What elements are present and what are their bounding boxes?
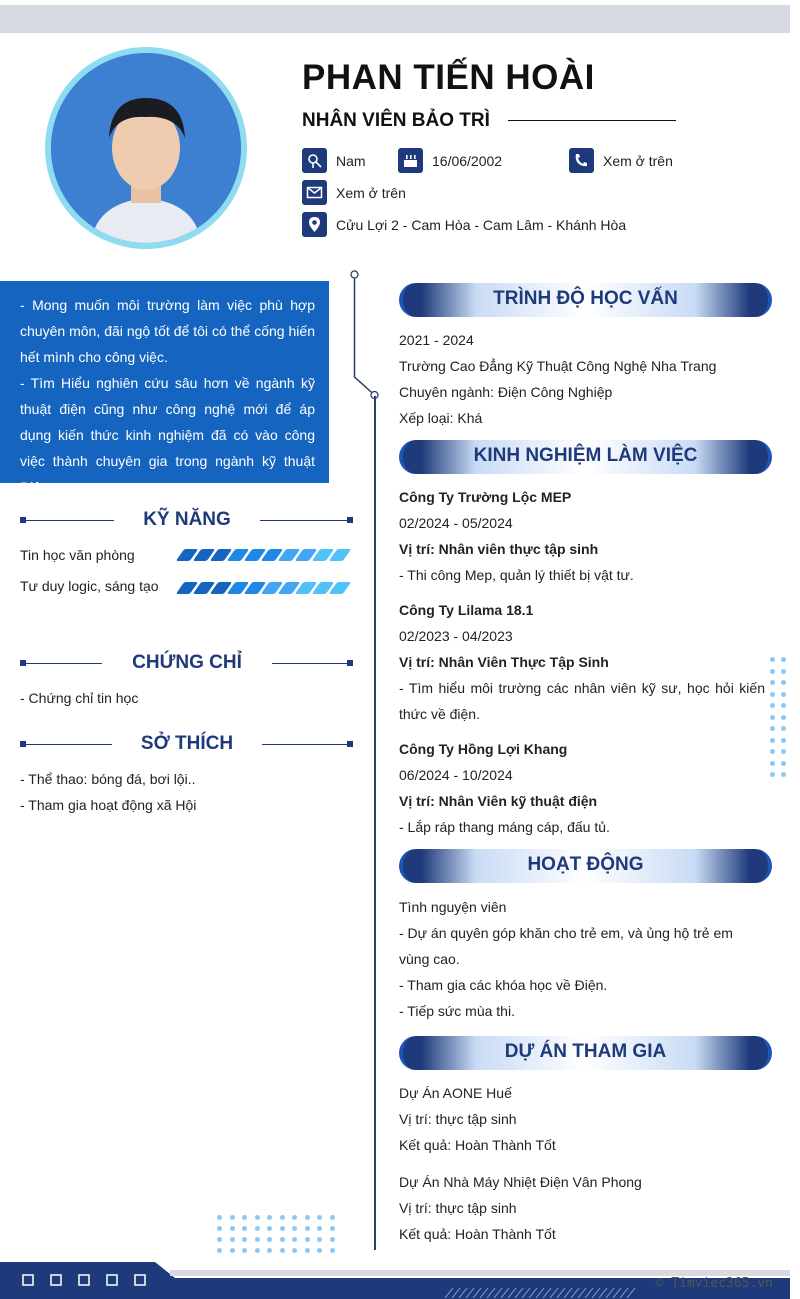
activities-block bbox=[399, 894, 765, 1024]
decor-dot bbox=[770, 703, 775, 708]
section-rule bbox=[260, 520, 350, 521]
decor-dot bbox=[330, 1215, 335, 1220]
decor-dot bbox=[267, 1248, 272, 1253]
hobby-item: - Tham gia hoạt động xã Hội bbox=[20, 797, 197, 813]
skill-level-bar bbox=[180, 549, 347, 561]
section-marker bbox=[347, 660, 353, 666]
project-result: Kết quả: Hoàn Thành Tốt bbox=[399, 1226, 556, 1242]
decor-dot bbox=[770, 669, 775, 674]
decor-dot bbox=[267, 1226, 272, 1231]
decor-dot bbox=[770, 738, 775, 743]
decor-dot bbox=[292, 1215, 297, 1220]
job-position: Vị trí: Nhân Viên Thực Tập Sinh bbox=[399, 654, 609, 670]
section-rule bbox=[24, 520, 114, 521]
decor-dot bbox=[781, 669, 786, 674]
decor-dot bbox=[781, 703, 786, 708]
experience-item bbox=[399, 736, 765, 840]
skill-level-bar bbox=[180, 582, 347, 594]
education-period: 2021 - 2024 bbox=[399, 332, 474, 348]
job-description: - Lắp ráp thang máng cáp, đấu tủ. bbox=[399, 819, 610, 835]
decor-dot bbox=[292, 1237, 297, 1242]
email-row bbox=[302, 180, 406, 205]
decor-dot bbox=[770, 726, 775, 731]
decor-dot bbox=[305, 1226, 310, 1231]
decor-dot bbox=[230, 1226, 235, 1231]
project-role: Vị trí: thực tập sinh bbox=[399, 1111, 517, 1127]
avatar-photo bbox=[51, 53, 241, 243]
decor-dot bbox=[255, 1226, 260, 1231]
section-marker bbox=[347, 517, 353, 523]
dob-row bbox=[398, 148, 502, 173]
activity-line: - Tham gia các khóa học về Điện. bbox=[399, 977, 608, 993]
decor-dot bbox=[217, 1215, 222, 1220]
footer-brand: © Timviec365.vn bbox=[655, 1276, 773, 1291]
decor-dot bbox=[770, 772, 775, 777]
projects-ribbon bbox=[399, 1036, 772, 1070]
decor-dot bbox=[305, 1215, 310, 1220]
decor-dot bbox=[267, 1237, 272, 1242]
certificate-item: - Chứng chỉ tin học bbox=[20, 690, 139, 706]
skill-name: Tin học văn phòng bbox=[20, 547, 135, 563]
timeline-line bbox=[374, 396, 376, 1250]
certificates-heading: CHỨNG CHỈ bbox=[132, 652, 242, 673]
decor-dot bbox=[292, 1226, 297, 1231]
decor-dot bbox=[770, 692, 775, 697]
decor-dot bbox=[267, 1215, 272, 1220]
decor-dot bbox=[217, 1226, 222, 1231]
top-decor-bar bbox=[0, 5, 790, 33]
decor-dot bbox=[230, 1215, 235, 1220]
job-position: Vị trí: Nhân viên thực tập sinh bbox=[399, 541, 599, 557]
gender-value: Nam bbox=[336, 152, 366, 169]
decor-dot bbox=[280, 1237, 285, 1242]
hobbies-heading: SỞ THÍCH bbox=[140, 733, 234, 754]
education-ribbon bbox=[399, 283, 772, 317]
job-description: - Tìm hiểu môi trường các nhân viên kỹ sư, học hỏi kiến thức về điện. bbox=[399, 680, 765, 722]
experience-ribbon bbox=[399, 440, 772, 474]
decor-dot bbox=[770, 680, 775, 685]
hobby-item: - Thể thao: bóng đá, bơi lội.. bbox=[20, 771, 196, 787]
education-major: Chuyên ngành: Điện Công Nghiệp bbox=[399, 384, 613, 400]
activities-ribbon bbox=[399, 849, 772, 883]
decor-dot bbox=[292, 1248, 297, 1253]
decor-dot bbox=[781, 738, 786, 743]
decor-dot bbox=[770, 749, 775, 754]
decor-dot bbox=[781, 692, 786, 697]
decor-dot bbox=[330, 1226, 335, 1231]
activity-line: - Tiếp sức mùa thi. bbox=[399, 1003, 515, 1019]
decor-dot bbox=[317, 1215, 322, 1220]
birthday-cake-icon bbox=[398, 148, 423, 173]
job-title: NHÂN VIÊN BẢO TRÌ bbox=[302, 110, 490, 131]
decor-dot bbox=[280, 1215, 285, 1220]
job-position: Vị trí: Nhân Viên kỹ thuật điện bbox=[399, 793, 598, 809]
decor-dot bbox=[317, 1237, 322, 1242]
decor-dot bbox=[330, 1237, 335, 1242]
company-name: Công Ty Hồng Lợi Khang bbox=[399, 741, 568, 757]
location-pin-icon bbox=[302, 212, 327, 237]
activity-line: Tình nguyện viên bbox=[399, 899, 507, 915]
project-item bbox=[399, 1169, 765, 1247]
phone-icon bbox=[569, 148, 594, 173]
skill-name: Tư duy logic, sáng tạo bbox=[20, 578, 159, 594]
section-rule bbox=[24, 663, 102, 664]
decor-dot bbox=[770, 657, 775, 662]
email-icon bbox=[302, 180, 327, 205]
decor-dot bbox=[255, 1237, 260, 1242]
decor-dot bbox=[770, 761, 775, 766]
education-school: Trường Cao Đẳng Kỹ Thuật Công Nghệ Nha Trang bbox=[399, 358, 717, 374]
project-role: Vị trí: thực tập sinh bbox=[399, 1200, 517, 1216]
experience-heading: KINH NGHIỆM LÀM VIỆC bbox=[473, 445, 698, 466]
decor-dot bbox=[781, 761, 786, 766]
decor-dot bbox=[781, 726, 786, 731]
company-name: Công Ty Lilama 18.1 bbox=[399, 602, 534, 618]
decor-dot bbox=[781, 657, 786, 662]
project-name: Dự Án AONE Huế bbox=[399, 1085, 512, 1101]
decor-dot bbox=[242, 1237, 247, 1242]
full-name: PHAN TIẾN HOÀI bbox=[302, 58, 595, 97]
company-name: Công Ty Trường Lộc MEP bbox=[399, 489, 572, 505]
gender-icon bbox=[302, 148, 327, 173]
decor-dot bbox=[781, 680, 786, 685]
activities-heading: HOẠT ĐỘNG bbox=[527, 854, 644, 875]
job-period: 02/2024 - 05/2024 bbox=[399, 515, 513, 531]
address-row bbox=[302, 212, 626, 237]
objective-paragraph-1: - Mong muốn môi trường làm việc phù hợp chuyên môn, đãi ngộ tốt để tôi có thể cống hiến hết mình cho công việc. bbox=[20, 297, 315, 365]
decor-dot bbox=[781, 749, 786, 754]
address-value: Cửu Lợi 2 - Cam Hòa - Cam Lâm - Khánh Hòa bbox=[336, 216, 627, 233]
decor-dot bbox=[230, 1248, 235, 1253]
education-heading: TRÌNH ĐỘ HỌC VẤN bbox=[493, 288, 678, 309]
phone-value: Xem ở trên bbox=[603, 152, 673, 169]
project-result: Kết quả: Hoàn Thành Tốt bbox=[399, 1137, 556, 1153]
decor-dots-bottom bbox=[217, 1215, 335, 1253]
timeline-connector bbox=[340, 265, 390, 405]
decor-dot bbox=[280, 1248, 285, 1253]
decor-dot bbox=[217, 1237, 222, 1242]
section-marker bbox=[347, 741, 353, 747]
skills-heading: KỸ NĂNG bbox=[143, 509, 231, 530]
decor-dot bbox=[781, 715, 786, 720]
job-period: 06/2024 - 10/2024 bbox=[399, 767, 513, 783]
decor-dots-right bbox=[770, 657, 786, 777]
email-value: Xem ở trên bbox=[336, 184, 406, 201]
decor-dot bbox=[280, 1226, 285, 1231]
decor-dot bbox=[330, 1248, 335, 1253]
title-underline bbox=[508, 120, 676, 121]
decor-dot bbox=[317, 1248, 322, 1253]
experience-item bbox=[399, 597, 765, 727]
decor-dot bbox=[242, 1215, 247, 1220]
project-name: Dự Án Nhà Máy Nhiệt Điện Vân Phong bbox=[399, 1174, 642, 1190]
decor-dot bbox=[217, 1248, 222, 1253]
job-description: - Thi công Mep, quản lý thiết bị vật tư. bbox=[399, 567, 634, 583]
dob-value: 16/06/2002 bbox=[432, 152, 503, 169]
objective-paragraph-2: - Tìm Hiểu nghiên cứu sâu hơn về ngành kỹ thuật điện cũng như công nghệ mới để áp dụng kiến thức kinh nghiệm đã có vào công việc thành chuyên gia trong ngành kỹ thuật Điện. bbox=[20, 375, 315, 495]
section-rule bbox=[272, 663, 350, 664]
education-grade: Xếp loại: Khá bbox=[399, 410, 483, 426]
decor-dot bbox=[230, 1237, 235, 1242]
decor-dot bbox=[242, 1248, 247, 1253]
projects-heading: DỰ ÁN THAM GIA bbox=[504, 1041, 667, 1062]
section-rule bbox=[262, 744, 350, 745]
decor-dot bbox=[242, 1226, 247, 1231]
decor-dot bbox=[317, 1226, 322, 1231]
job-period: 02/2023 - 04/2023 bbox=[399, 628, 513, 644]
experience-item bbox=[399, 484, 765, 588]
career-objective bbox=[0, 281, 329, 495]
activity-line: - Dự án quyên góp khăn cho trẻ em, và ủng hộ trẻ em vùng cao. bbox=[399, 925, 733, 967]
gender-row bbox=[302, 148, 366, 173]
decor-dot bbox=[305, 1237, 310, 1242]
decor-dot bbox=[770, 715, 775, 720]
decor-dot bbox=[255, 1215, 260, 1220]
phone-row bbox=[569, 148, 673, 173]
project-item bbox=[399, 1080, 765, 1158]
education-block bbox=[399, 327, 765, 431]
section-rule bbox=[24, 744, 112, 745]
decor-dot bbox=[255, 1248, 260, 1253]
avatar bbox=[45, 47, 247, 249]
decor-dot bbox=[781, 772, 786, 777]
decor-dot bbox=[305, 1248, 310, 1253]
